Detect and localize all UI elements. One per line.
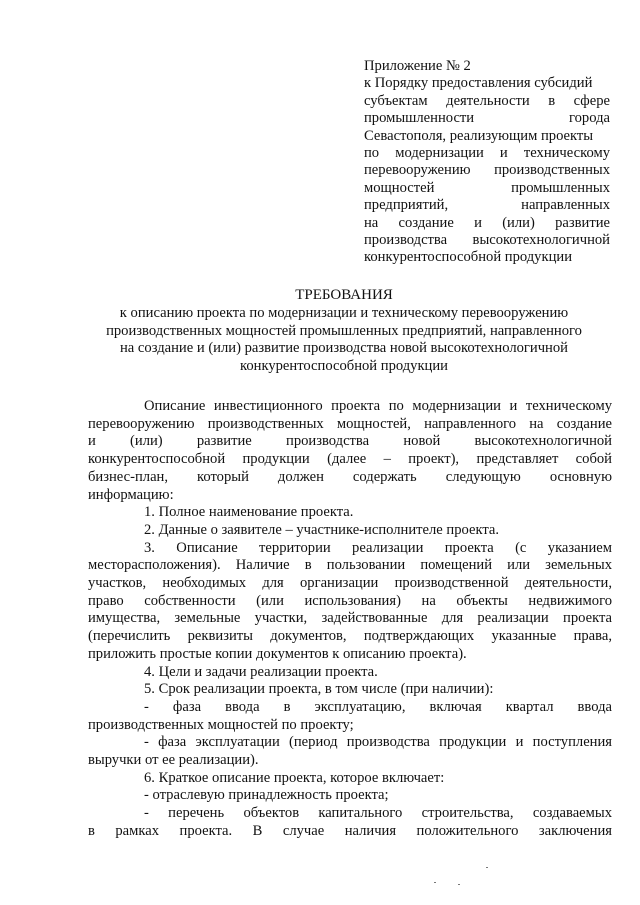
title-line: к описанию проекта по модернизации и техническому перевооружению: [119, 305, 569, 322]
list-item: 2. Данные о заявителе – участнике-исполнителе проекта.: [144, 521, 500, 538]
list-item: - отраслевую принадлежность проекта;: [144, 787, 389, 804]
body-line: (перечислить реквизиты документов, подтверждающих указанные права,: [88, 628, 612, 645]
body-line: бизнес-план, который должен содержать следующую основную: [88, 468, 612, 485]
body-line: информацию:: [88, 486, 174, 503]
list-item: - фаза ввода в эксплуатацию, включая квартал ввода: [144, 698, 612, 715]
body-line: Описание инвестиционного проекта по модернизации и техническому: [144, 398, 612, 414]
list-item: 6. Краткое описание проекта, которое включает:: [144, 769, 445, 786]
body-line: приложить простые копии документов к описанию проекта).: [88, 645, 467, 662]
title-line: конкурентоспособной продукции: [239, 357, 448, 374]
appendix-line: мощностей промышленных: [364, 179, 610, 196]
title-line: на создание и (или) развитие производства новой высокотехнологичной: [120, 340, 568, 357]
scan-artifact: [458, 884, 460, 885]
body-line: право собственности (или использования) на объекты недвижимого: [88, 592, 612, 609]
body-line: производственных мощностей по проекту;: [88, 716, 354, 733]
scan-artifact: [486, 867, 488, 868]
body-line: в рамках проекта. В случае наличия положительного заключения: [88, 822, 612, 839]
appendix-line: производства высокотехнологичной: [364, 232, 610, 249]
appendix-line: по модернизации и техническому: [364, 145, 610, 162]
appendix-line: перевооружению производственных: [364, 162, 610, 179]
list-item: 1. Полное наименование проекта.: [144, 504, 354, 521]
body-line: конкурентоспособной продукции (далее – проект), представляет собой: [88, 451, 612, 468]
appendix-line: предприятий, направленных: [364, 197, 610, 214]
body-line: перевооружению производственных мощностей, направленного на создание: [88, 415, 612, 432]
body-line: и (или) развитие производства новой высокотехнологичной: [88, 433, 612, 450]
title-line: производственных мощностей промышленных предприятий, направленного: [106, 322, 582, 339]
body-line: месторасположения). Наличие в пользовании помещений или земельных: [88, 557, 612, 574]
document-body: [88, 398, 612, 841]
appendix-note: [364, 58, 610, 267]
appendix-line: к Порядку предоставления субсидий: [364, 75, 593, 92]
body-line: имущества, земельные участки, задействованные для реализации проекта: [88, 610, 612, 627]
document-title: [84, 287, 604, 375]
list-item: 3. Описание территории реализации проекта (с указанием: [144, 539, 612, 556]
scan-artifact: [434, 882, 436, 883]
appendix-line: субъектам деятельности в сфере: [364, 92, 610, 109]
body-line: участков, необходимых для организации производственной деятельности,: [88, 575, 612, 592]
list-item: 4. Цели и задачи реализации проекта.: [144, 663, 378, 680]
appendix-line: промышленности города: [364, 110, 610, 127]
appendix-line: конкурентоспособной продукции: [364, 249, 573, 266]
appendix-line: на создание и (или) развитие: [364, 214, 610, 231]
appendix-line: Приложение № 2: [364, 58, 471, 74]
list-item: 5. Срок реализации проекта, в том числе (при наличии):: [144, 681, 494, 698]
appendix-line: Севастополя, реализующим проекты: [364, 127, 594, 144]
list-item: - перечень объектов капитального строительства, создаваемых: [144, 805, 612, 822]
list-item: - фаза эксплуатации (период производства продукции и поступления: [144, 734, 612, 751]
title-heading: ТРЕБОВАНИЯ: [295, 287, 393, 303]
body-line: выручки от ее реализации).: [88, 752, 259, 769]
